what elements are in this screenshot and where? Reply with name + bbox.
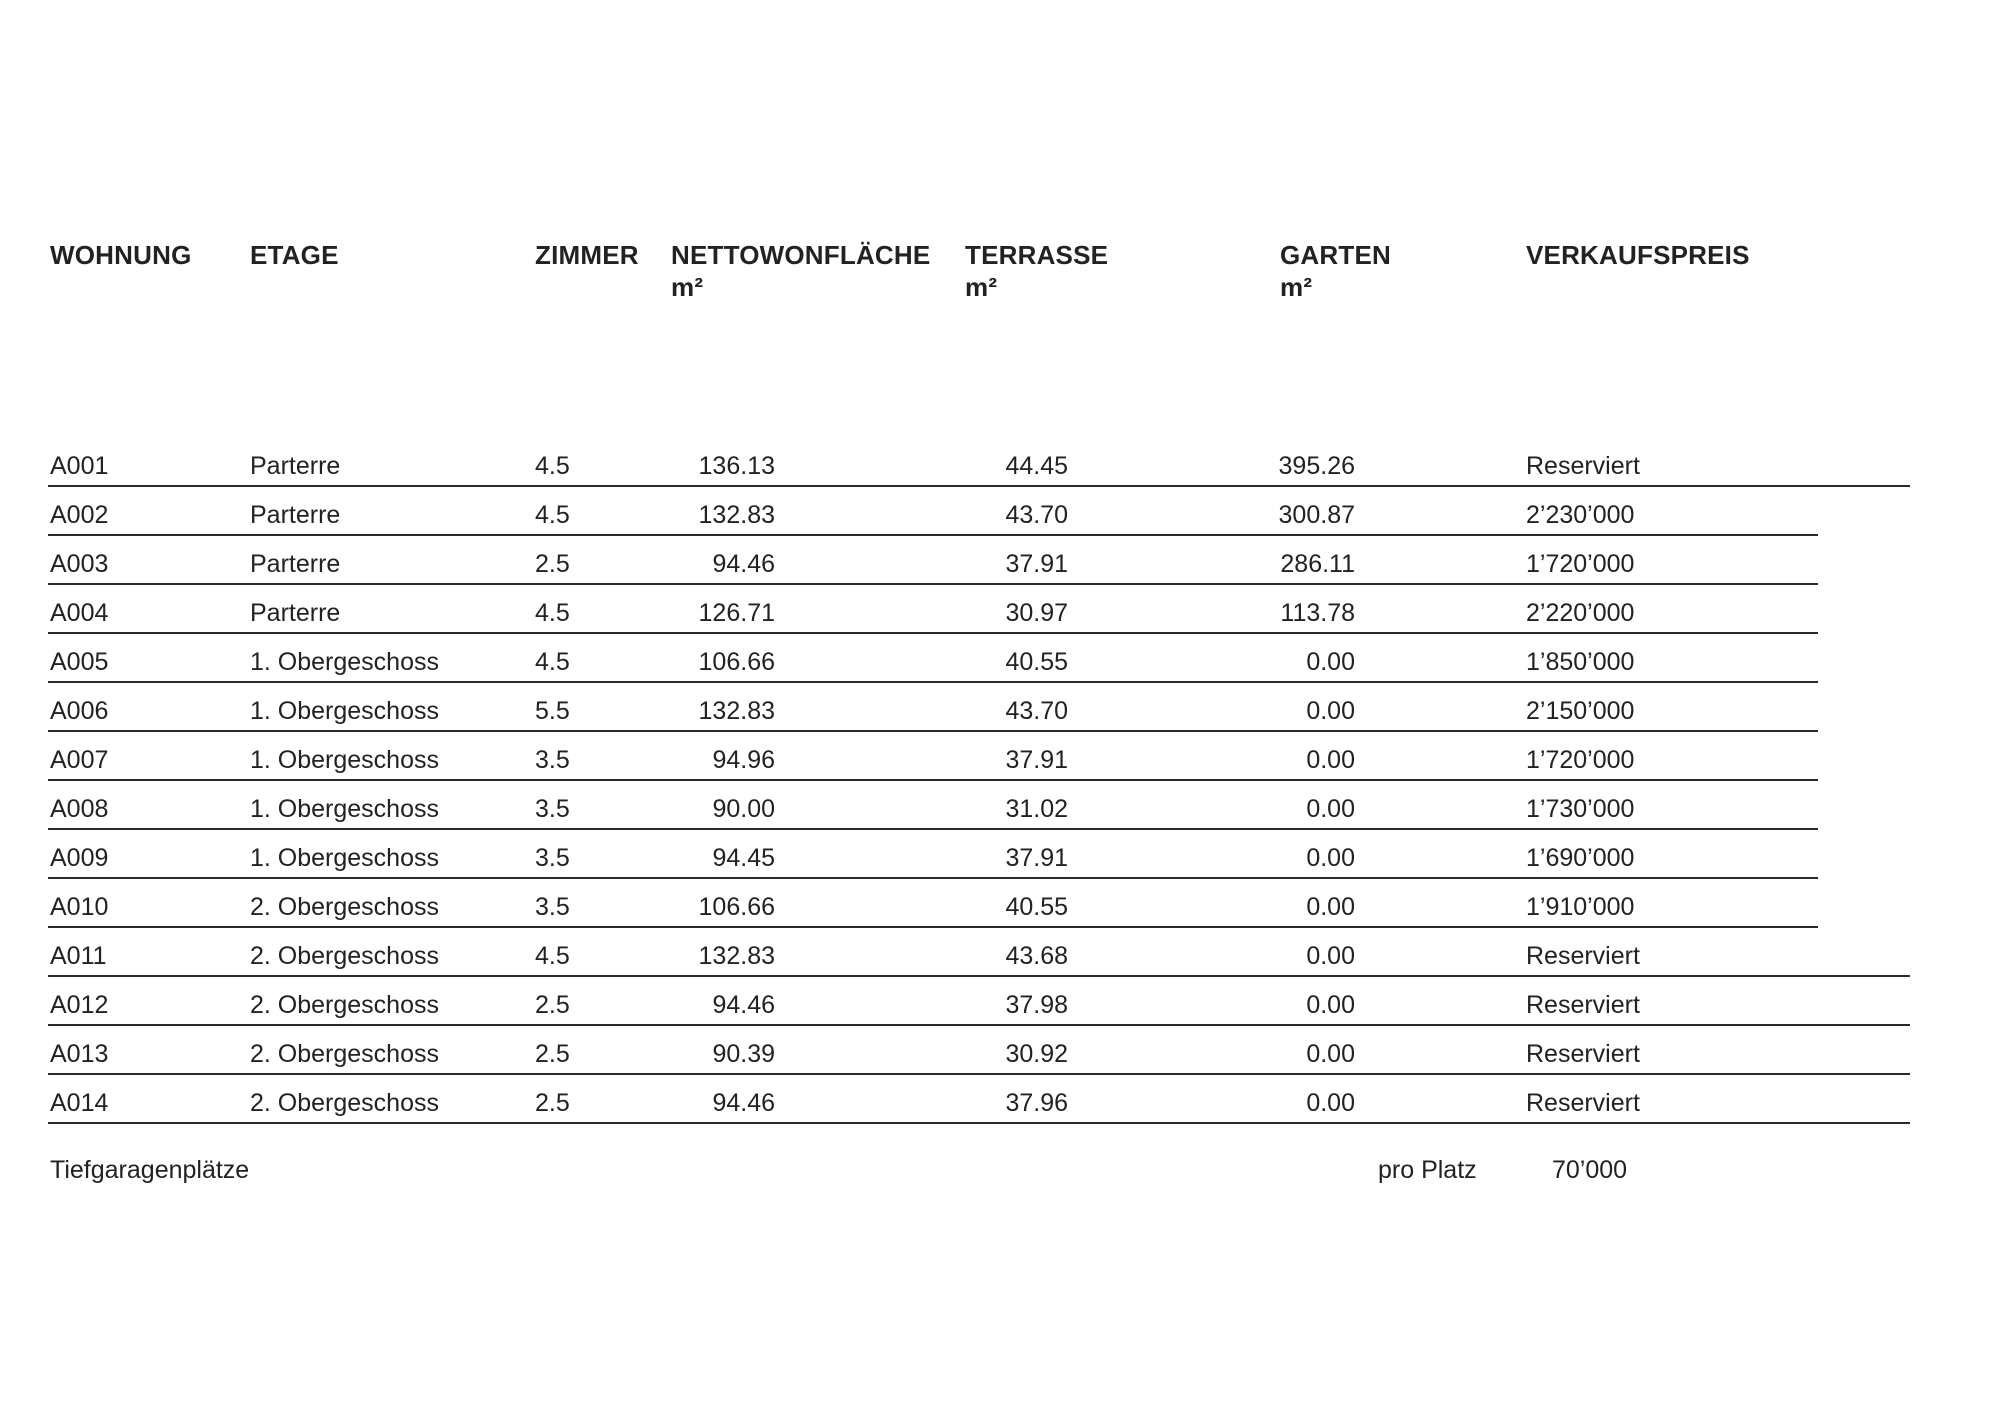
table-row — [0, 683, 2000, 732]
apartment-garden-area: 0.00 — [1306, 697, 1355, 725]
apartment-terrace-area: 40.55 — [1005, 893, 1068, 921]
apartment-garden-area: 113.78 — [1280, 599, 1355, 627]
apartment-rooms: 2.5 — [535, 991, 570, 1019]
apartment-terrace-area: 40.55 — [1005, 648, 1068, 676]
apartment-floor: 2. Obergeschoss — [250, 991, 439, 1019]
apartment-net-area: 106.66 — [698, 893, 775, 921]
apartment-net-area: 126.71 — [698, 599, 775, 627]
header-garten — [1280, 239, 1391, 303]
header-wohnung-label: WOHNUNG — [50, 240, 192, 270]
apartment-rooms: 3.5 — [535, 746, 570, 774]
apartment-price: 1’720’000 — [1526, 746, 1635, 774]
header-nettowohnflaeche-label: NETTOWONFLÄCHE — [671, 240, 931, 270]
apartment-floor: 2. Obergeschoss — [250, 893, 439, 921]
apartment-rooms: 2.5 — [535, 550, 570, 578]
apartment-rooms: 4.5 — [535, 501, 570, 529]
apartment-id: A008 — [50, 795, 109, 823]
apartment-price: Reserviert — [1526, 1089, 1640, 1117]
apartment-net-area: 94.45 — [712, 844, 775, 872]
apartment-net-area: 90.00 — [712, 795, 775, 823]
table-row — [0, 732, 2000, 781]
header-zimmer — [535, 239, 639, 271]
apartment-price: Reserviert — [1526, 1040, 1640, 1068]
table-row — [0, 928, 2000, 977]
apartment-price: Reserviert — [1526, 991, 1640, 1019]
apartment-terrace-area: 37.91 — [1005, 550, 1068, 578]
apartment-id: A009 — [50, 844, 109, 872]
table-row — [0, 438, 2000, 487]
apartment-rooms: 4.5 — [535, 648, 570, 676]
apartment-rooms: 2.5 — [535, 1040, 570, 1068]
apartment-rooms: 3.5 — [535, 795, 570, 823]
apartment-garden-area: 0.00 — [1306, 648, 1355, 676]
apartment-id: A007 — [50, 746, 109, 774]
apartment-floor: 1. Obergeschoss — [250, 697, 439, 725]
apartment-terrace-area: 43.70 — [1005, 697, 1068, 725]
parking-price: 70’000 — [1552, 1156, 1628, 1184]
apartment-id: A011 — [50, 942, 107, 970]
header-nettowohnflaeche — [671, 239, 930, 303]
apartment-id: A006 — [50, 697, 109, 725]
apartment-terrace-area: 44.45 — [1005, 452, 1068, 480]
apartment-rooms: 5.5 — [535, 697, 570, 725]
apartment-floor: 2. Obergeschoss — [250, 1089, 439, 1117]
table-row — [0, 634, 2000, 683]
table-row — [0, 879, 2000, 928]
table-row — [0, 1026, 2000, 1075]
apartment-net-area: 94.96 — [712, 746, 775, 774]
header-verkaufspreis-label: VERKAUFSPREIS — [1526, 240, 1750, 270]
header-terrasse-label: TERRASSE — [965, 240, 1109, 270]
table-row — [0, 1075, 2000, 1124]
header-terrasse — [965, 239, 1108, 303]
apartment-garden-area: 286.11 — [1280, 550, 1355, 578]
row-divider — [48, 1122, 1910, 1124]
header-etage-label: ETAGE — [250, 240, 339, 270]
header-verkaufspreis — [1526, 239, 1750, 271]
apartment-floor: 2. Obergeschoss — [250, 1040, 439, 1068]
table-row — [0, 781, 2000, 830]
apartment-price: 2’220’000 — [1526, 599, 1635, 627]
apartment-net-area: 106.66 — [698, 648, 775, 676]
table-row — [0, 585, 2000, 634]
apartment-garden-area: 0.00 — [1306, 746, 1355, 774]
apartment-price: 2’150’000 — [1526, 697, 1635, 725]
apartment-rooms: 3.5 — [535, 844, 570, 872]
apartment-price: 2’230’000 — [1526, 501, 1635, 529]
apartment-price: 1’690’000 — [1526, 844, 1635, 872]
apartment-net-area: 94.46 — [712, 1089, 775, 1117]
apartment-rooms: 3.5 — [535, 893, 570, 921]
apartment-floor: Parterre — [250, 501, 341, 529]
apartment-terrace-area: 30.92 — [1005, 1040, 1068, 1068]
apartment-terrace-area: 30.97 — [1005, 599, 1068, 627]
apartment-terrace-area: 43.70 — [1005, 501, 1068, 529]
table-row — [0, 977, 2000, 1026]
apartment-price: 1’720’000 — [1526, 550, 1635, 578]
header-wohnung — [50, 239, 192, 271]
apartment-id: A013 — [50, 1040, 109, 1068]
header-terrasse-unit: m² — [965, 272, 998, 302]
apartment-floor: 1. Obergeschoss — [250, 795, 439, 823]
apartment-id: A005 — [50, 648, 109, 676]
apartment-garden-area: 0.00 — [1306, 1089, 1355, 1117]
parking-label: Tiefgaragenplätze — [50, 1156, 250, 1184]
apartment-garden-area: 0.00 — [1306, 844, 1355, 872]
apartment-price: 1’910’000 — [1526, 893, 1635, 921]
apartment-net-area: 132.83 — [698, 501, 775, 529]
apartment-net-area: 132.83 — [698, 942, 775, 970]
apartment-rooms: 4.5 — [535, 942, 570, 970]
apartment-id: A014 — [50, 1089, 109, 1117]
header-garten-unit: m² — [1280, 272, 1313, 302]
header-nettowohnflaeche-unit: m² — [671, 272, 704, 302]
apartment-rooms: 4.5 — [535, 452, 570, 480]
apartment-price: Reserviert — [1526, 452, 1640, 480]
apartment-id: A001 — [50, 452, 109, 480]
apartment-terrace-area: 31.02 — [1005, 795, 1068, 823]
apartment-garden-area: 0.00 — [1306, 1040, 1355, 1068]
apartment-price: 1’730’000 — [1526, 795, 1635, 823]
apartment-garden-area: 0.00 — [1306, 991, 1355, 1019]
apartment-id: A003 — [50, 550, 109, 578]
apartment-terrace-area: 37.98 — [1005, 991, 1068, 1019]
apartment-net-area: 90.39 — [712, 1040, 775, 1068]
apartment-floor: 1. Obergeschoss — [250, 648, 439, 676]
apartment-rooms: 2.5 — [535, 1089, 570, 1117]
table-row — [0, 536, 2000, 585]
apartment-id: A004 — [50, 599, 109, 627]
parking-unit-label: pro Platz — [1378, 1156, 1477, 1184]
table-row — [0, 487, 2000, 536]
apartment-garden-area: 0.00 — [1306, 942, 1355, 970]
apartment-garden-area: 0.00 — [1306, 795, 1355, 823]
apartment-price: Reserviert — [1526, 942, 1640, 970]
header-etage — [250, 239, 339, 271]
apartment-floor: Parterre — [250, 550, 341, 578]
apartment-terrace-area: 37.91 — [1005, 844, 1068, 872]
apartment-terrace-area: 43.68 — [1005, 942, 1068, 970]
header-zimmer-label: ZIMMER — [535, 240, 639, 270]
apartment-net-area: 132.83 — [698, 697, 775, 725]
apartment-floor: 1. Obergeschoss — [250, 844, 439, 872]
apartment-net-area: 94.46 — [712, 550, 775, 578]
apartment-id: A010 — [50, 893, 109, 921]
apartment-id: A002 — [50, 501, 109, 529]
apartment-garden-area: 395.26 — [1278, 452, 1355, 480]
apartment-garden-area: 300.87 — [1278, 501, 1355, 529]
table-row — [0, 830, 2000, 879]
apartment-net-area: 94.46 — [712, 991, 775, 1019]
header-garten-label: GARTEN — [1280, 240, 1391, 270]
apartment-floor: 1. Obergeschoss — [250, 746, 439, 774]
apartment-floor: 2. Obergeschoss — [250, 942, 439, 970]
apartment-floor: Parterre — [250, 599, 341, 627]
apartment-garden-area: 0.00 — [1306, 893, 1355, 921]
apartment-rooms: 4.5 — [535, 599, 570, 627]
apartment-terrace-area: 37.91 — [1005, 746, 1068, 774]
apartment-net-area: 136.13 — [698, 452, 775, 480]
apartment-price: 1’850’000 — [1526, 648, 1635, 676]
apartment-id: A012 — [50, 991, 109, 1019]
apartment-terrace-area: 37.96 — [1005, 1089, 1068, 1117]
apartment-floor: Parterre — [250, 452, 341, 480]
